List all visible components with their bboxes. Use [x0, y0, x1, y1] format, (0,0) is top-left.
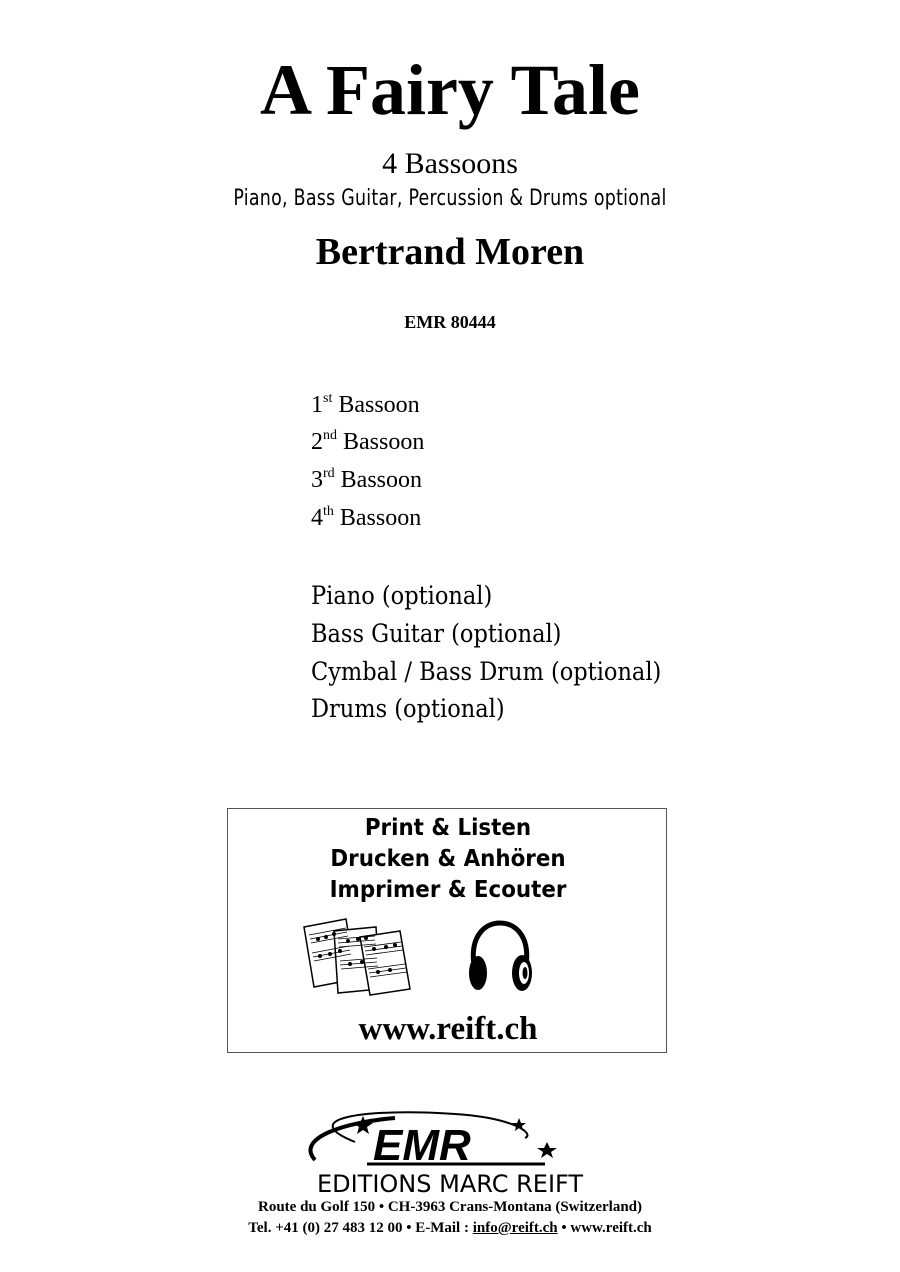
part-item: [311, 503, 421, 537]
website-link[interactable]: www.reift.ch: [358, 1011, 538, 1047]
part-ordinal: st: [323, 391, 333, 406]
part-name: Bassoon: [343, 429, 425, 455]
publisher-address: Route du Golf 150 • CH-3963 Crans-Montana (Switzerland): [258, 1199, 642, 1215]
contact-website: • www.reift.ch: [557, 1220, 652, 1236]
publisher-logo: [255, 1108, 645, 1200]
promo-line-french: Imprimer & Ecouter: [329, 877, 567, 903]
part-number: 3: [311, 467, 323, 493]
part-number: 4: [311, 505, 323, 531]
part-item: [311, 465, 422, 499]
catalog-number: EMR 80444: [404, 312, 496, 332]
promo-line-german: Drucken & Anhören: [330, 846, 566, 872]
part-ordinal: th: [323, 504, 334, 519]
optional-part-item: Bass Guitar (optional): [311, 619, 562, 648]
logo-emr-text: EMR: [373, 1121, 471, 1170]
sheet-music-icon: [300, 917, 412, 997]
headphones-icon: [464, 919, 536, 997]
instrumentation-subtitle: 4 Bassoons: [382, 147, 518, 180]
part-number: 1: [311, 392, 323, 418]
publisher-contact: [0, 1218, 900, 1238]
part-name: Bassoon: [338, 392, 420, 418]
part-item: [311, 390, 420, 424]
page-title: A Fairy Tale: [259, 50, 641, 130]
composer-name: Bertrand Moren: [315, 231, 585, 273]
part-name: Bassoon: [340, 467, 423, 493]
part-name: Bassoon: [339, 505, 422, 531]
optional-part-item: Piano (optional): [311, 581, 493, 610]
optional-scoring-note: Piano, Bass Guitar, Percussion & Drums optional: [233, 186, 667, 211]
part-ordinal: rd: [323, 466, 335, 481]
part-item: [311, 427, 424, 461]
part-ordinal: nd: [323, 428, 337, 443]
publisher-name: EDITIONS MARC REIFT: [316, 1170, 584, 1198]
promo-line-english: Print & Listen: [364, 815, 532, 841]
part-number: 2: [311, 429, 323, 455]
print-listen-box: [227, 808, 667, 1053]
contact-phone: Tel. +41 (0) 27 483 12 00 • E-Mail :: [248, 1220, 473, 1236]
optional-part-item: Cymbal / Bass Drum (optional): [311, 657, 662, 686]
optional-part-item: Drums (optional): [311, 694, 505, 723]
email-link[interactable]: info@reift.ch: [472, 1220, 558, 1236]
